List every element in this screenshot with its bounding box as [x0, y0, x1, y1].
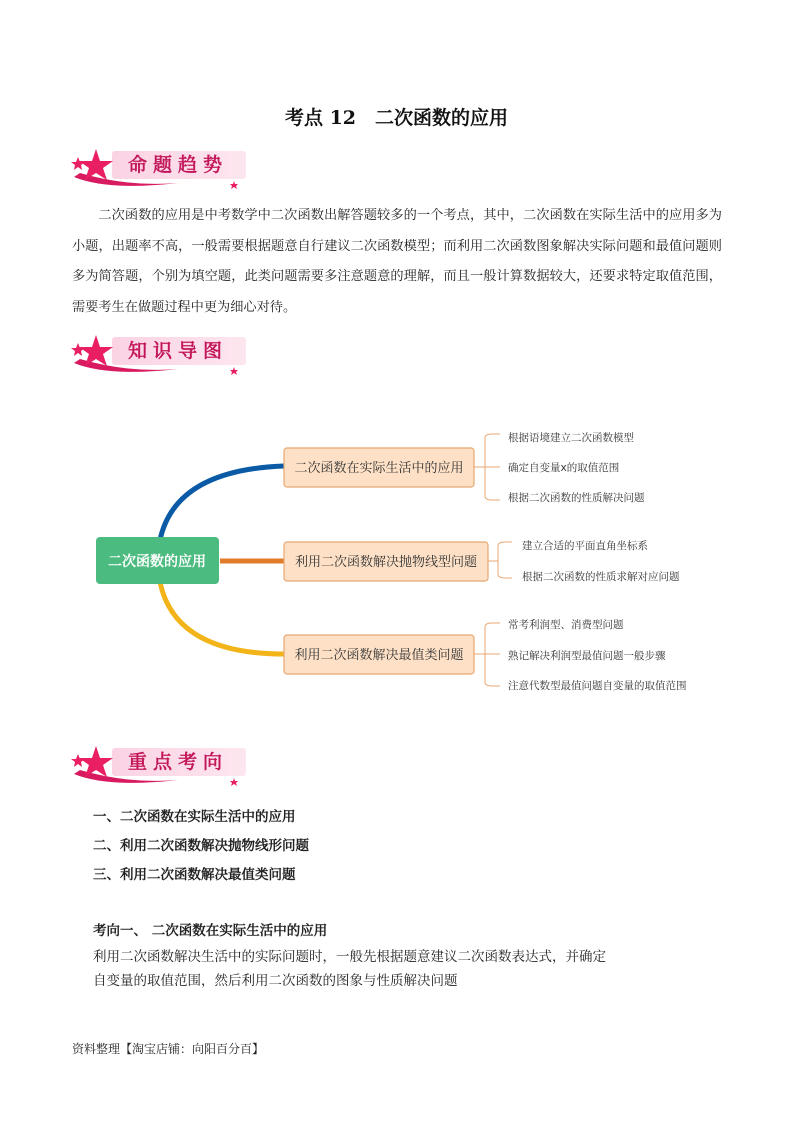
page-title: 考点 12 二次函数的应用 — [284, 107, 509, 129]
branch-connector-3 — [160, 582, 284, 654]
section-banner-trend — [68, 147, 253, 191]
mind-map — [0, 420, 793, 720]
focus-list — [93, 803, 309, 890]
branch-connector-1 — [160, 466, 284, 540]
section-label: 知识导图 — [128, 340, 229, 362]
mindmap-leaf-2-1: 建立合适的平面直角坐标系 — [522, 540, 648, 552]
mindmap-leaf-3-2: 熟记解决利润型最值问题一般步骤 — [508, 650, 666, 662]
mindmap-branch-label-2: 利用二次函数解决抛物线型问题 — [294, 555, 478, 570]
body-line: 自变量的取值范围，然后利用二次函数的图象与性质解决问题 — [93, 972, 458, 989]
body-line: 利用二次函数解决生活中的实际问题时，一般先根据题意建议二次函数表达式，并确定 — [93, 949, 606, 965]
mindmap-leaf-1-3: 根据二次函数的性质解决问题 — [508, 492, 645, 504]
section-label: 重点考向 — [128, 751, 229, 773]
subsection-body — [93, 946, 653, 993]
mindmap-leaf-3-1: 常考利润型、消费型问题 — [508, 619, 624, 631]
subsection-heading: 考向一、 二次函数在实际生活中的应用 — [93, 923, 328, 939]
footer-note: 资料整理【淘宝店铺：向阳百分百】 — [72, 1042, 265, 1056]
mindmap-leaf-1-1: 根据语境建立二次函数模型 — [508, 432, 634, 444]
section-label: 命题趋势 — [128, 154, 229, 176]
mindmap-branch-label-1: 二次函数在实际生活中的应用 — [294, 461, 464, 476]
leaf-bracket-1 — [474, 434, 500, 500]
focus-item: 三、利用二次函数解决最值类问题 — [93, 867, 296, 883]
section-banner-focus — [68, 744, 253, 788]
intro-paragraph: 二次函数的应用是中考数学中二次函数出解答题较多的一个考点，其中，二次函数在实际生活中的应用多为小题，出题率不高，一般需要根据题意自行建议二次函数模型；而利用二次函数图象解决实际问题和最值问题则多为简答题，个别为填空题，此类问题需要多注意题意的理解，而且一般计算数据较大，还要求特定取值范围，需要考生在做题过程中更为细心对待。 — [72, 208, 722, 315]
leaf-bracket-2 — [488, 542, 512, 578]
mindmap-leaf-2-2: 根据二次函数的性质求解对应问题 — [522, 571, 680, 583]
leaf-bracket-3 — [474, 623, 500, 686]
mindmap-branch-label-3: 利用二次函数解决最值类问题 — [294, 648, 464, 663]
mindmap-leaf-1-2: 确定自变量x的取值范围 — [508, 462, 620, 474]
mindmap-leaf-3-3: 注意代数型最值问题自变量的取值范围 — [508, 680, 687, 692]
focus-item: 二、利用二次函数解决抛物线形问题 — [93, 838, 309, 854]
section-banner-map — [68, 333, 253, 377]
focus-item: 一、二次函数在实际生活中的应用 — [93, 809, 296, 825]
mindmap-root-label: 二次函数的应用 — [108, 554, 206, 570]
